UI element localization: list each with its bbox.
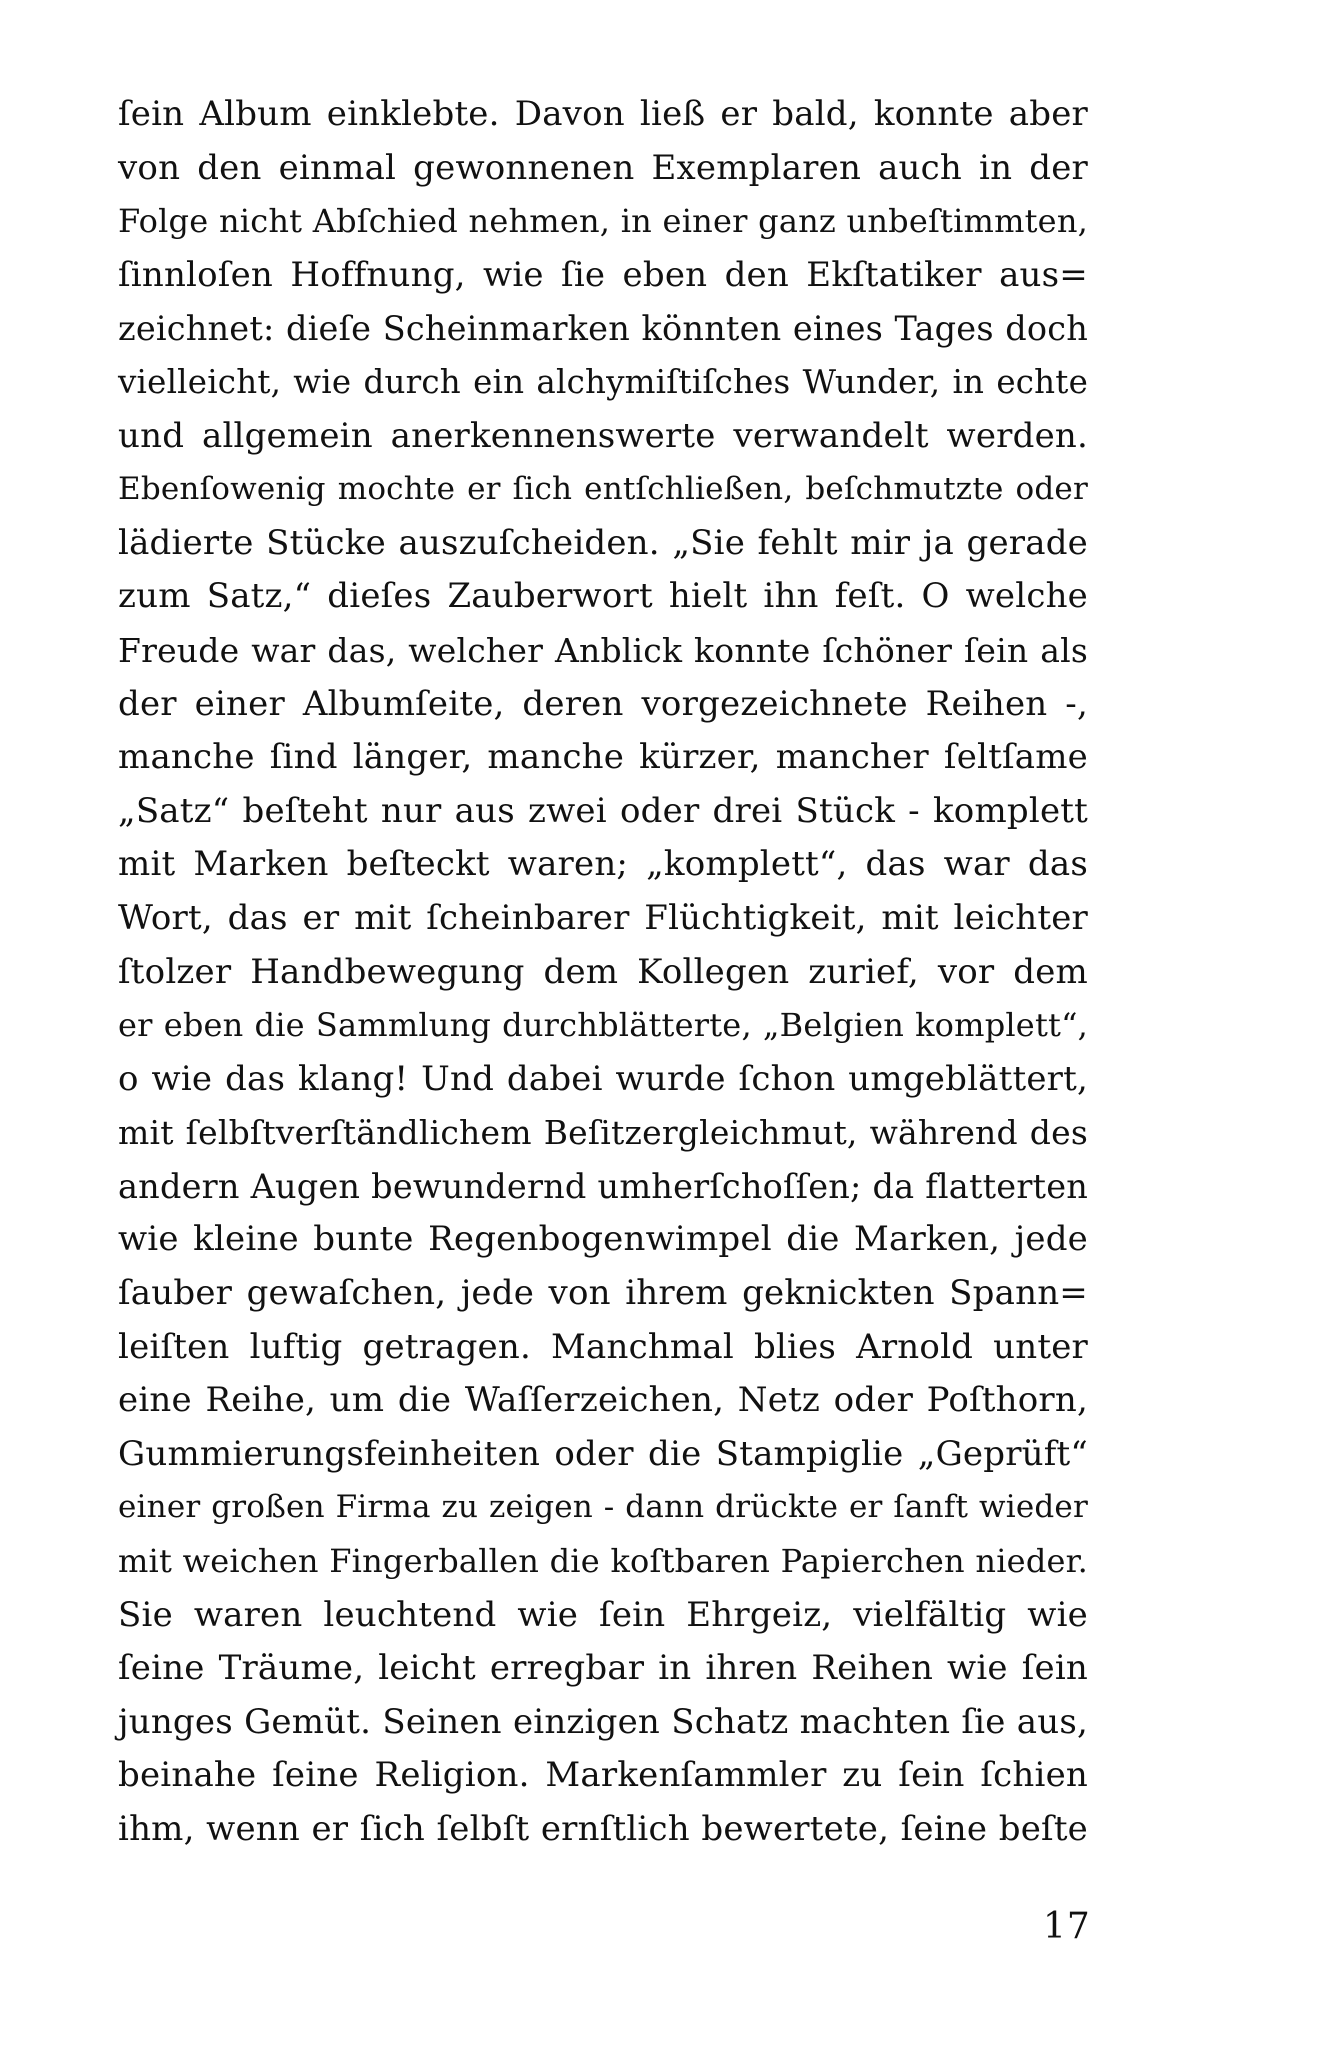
text-line: zeichnet: dieſe Scheinmarken könnten eines Tages doch (118, 309, 1088, 349)
text-line: mit Marken beſteckt waren; „komplett“, das war das (118, 844, 1088, 885)
text-line: wie kleine bunte Regenbogenwimpel die Marken, jede (118, 1219, 1088, 1260)
text-line: von den einmal gewonnenen Exemplaren auch in der (118, 147, 1088, 188)
text-line: Folge nicht Abſchied nehmen, in einer ganz unbeſtimmten, (118, 202, 1088, 241)
text-line: er eben die Sammlung durchblätterte, „Belgien komplett“, (118, 1006, 1088, 1045)
text-line: Sie waren leuchtend wie ſein Ehrgeiz, vielfältig wie (118, 1594, 1088, 1635)
text-line: ſein Album einklebte. Davon ließ er bald, konnte aber (118, 94, 1088, 134)
text-line: leiſten luftig getragen. Manchmal blies Arnold unter (118, 1326, 1088, 1367)
text-line: junges Gemüt. Seinen einzigen Schatz machten ſie aus, (118, 1701, 1088, 1742)
text-line: lädierte Stücke auszuſcheiden. „Sie fehlt mir ja gerade (118, 522, 1088, 563)
text-line: o wie das klang! Und dabei wurde ſchon umgeblättert, (118, 1058, 1088, 1099)
text-line: zum Satz,“ dieſes Zauberwort hielt ihn feſt. O welche (118, 576, 1088, 617)
text-line: „Satz“ beſteht nur aus zwei oder drei Stück - komplett (118, 790, 1088, 831)
text-line: der einer Albumſeite, deren vorgezeichnete Reihen -, (118, 683, 1088, 724)
text-line: und allgemein anerkennenswerte verwandelt werden. (118, 415, 1088, 456)
text-line: vielleicht, wie durch ein alchymiſtiſches Wunder, in echte (118, 362, 1088, 401)
text-line: mit weichen Fingerballen die koſtbaren Papierchen nieder. (118, 1542, 1088, 1581)
body-text (118, 88, 1088, 1857)
text-line: Freude war das, welcher Anblick konnte ſchöner ſein als (118, 630, 1088, 670)
text-line: einer großen Firma zu zeigen - dann drückte er ſanft wieder (118, 1489, 1088, 1526)
text-line: beinahe ſeine Religion. Markenſammler zu ſein ſchien (118, 1755, 1088, 1796)
text-line: Gummierungsfeinheiten oder die Stampiglie „Geprüft“ (118, 1433, 1088, 1474)
text-line: mit ſelbſtverſtändlichem Beſitzergleichmut, während des (118, 1113, 1088, 1153)
text-line: ſauber gewaſchen, jede von ihrem geknickten Spann= (118, 1273, 1088, 1314)
text-line: ihm, wenn er ſich ſelbſt ernſtlich bewertete, ſeine beſte (118, 1809, 1088, 1849)
page-number: 17 (1043, 1906, 1091, 1947)
text-line: manche ſind länger, manche kürzer, mancher ſeltſame (118, 737, 1088, 778)
text-line: ſtolzer Handbewegung dem Kollegen zurief, vor dem (118, 951, 1088, 992)
text-line: eine Reihe, um die Waſſerzeichen, Netz oder Poſthorn, (118, 1380, 1088, 1421)
text-line: andern Augen bewundernd umherſchoſſen; da flatterten (118, 1166, 1088, 1206)
text-line: Ebenſowenig mochte er ſich entſchließen, beſchmutzte oder (118, 471, 1088, 508)
text-line: ſeine Träume, leicht erregbar in ihren Reihen wie ſein (118, 1648, 1088, 1689)
text-line: Wort, das er mit ſcheinbarer Flüchtigkeit, mit leichter (118, 897, 1088, 938)
text-line: ſinnloſen Hoffnung, wie ſie eben den Ekſtatiker aus= (118, 254, 1088, 295)
